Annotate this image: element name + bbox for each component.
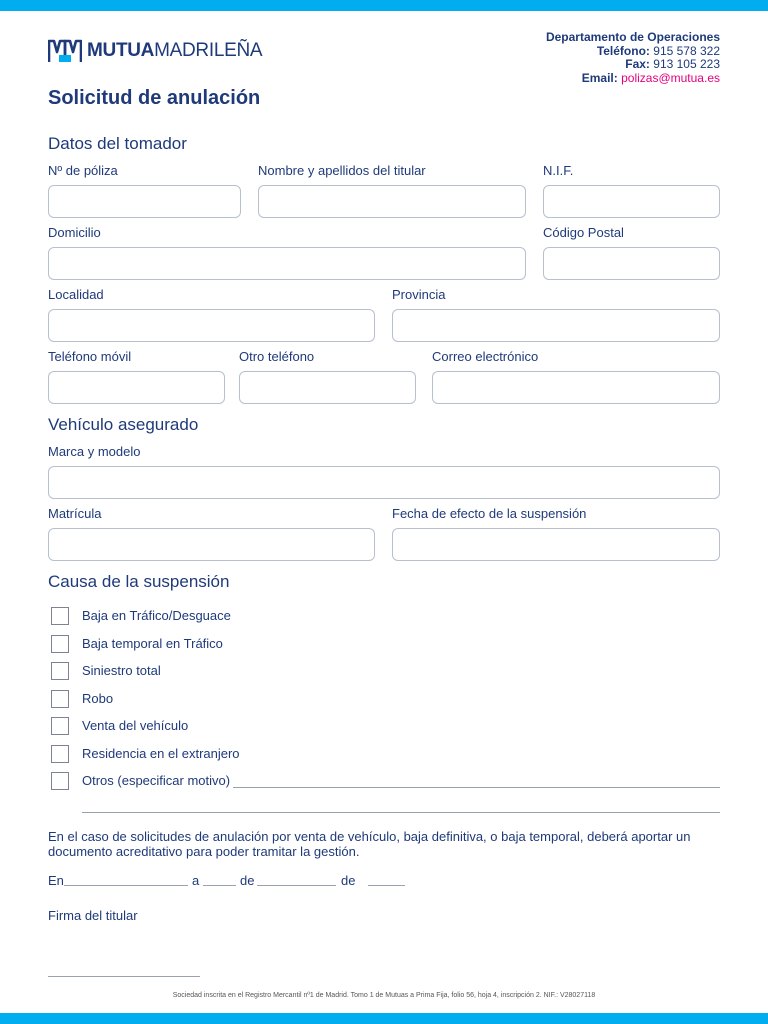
checkbox-label: Otros (especificar motivo): [82, 773, 231, 788]
checkbox-label: Venta del vehículo: [82, 718, 189, 733]
section-title-vehiculo: Vehículo asegurado: [48, 415, 199, 434]
label-codigo-postal: Código Postal: [543, 225, 624, 240]
date-year-line[interactable]: [368, 885, 405, 886]
codigo-postal-field[interactable]: [543, 247, 720, 280]
contact-block: [546, 31, 720, 85]
fecha-efecto-field[interactable]: [392, 528, 720, 561]
checkbox-siniestro-total[interactable]: [51, 662, 69, 680]
top-accent-bar: [0, 0, 768, 11]
checkbox-robo[interactable]: [51, 690, 69, 708]
brand-wordmark: MUTUAMADRILEÑA: [87, 40, 263, 61]
checkbox-baja-trafico[interactable]: [51, 607, 69, 625]
page-title: Solicitud de anulación: [48, 87, 261, 109]
date-day-line[interactable]: [203, 885, 236, 886]
otro-telefono-field[interactable]: [239, 371, 416, 404]
label-fecha-efecto: Fecha de efecto de la suspensión: [392, 506, 587, 521]
date-de-label-2: de: [341, 873, 356, 888]
checkbox-label: Robo: [82, 691, 114, 706]
label-poliza: Nº de póliza: [48, 163, 118, 178]
correo-field[interactable]: [432, 371, 720, 404]
department-name: Departamento de Operaciones: [545, 30, 720, 44]
date-month-line[interactable]: [257, 885, 336, 886]
checkbox-label: Siniestro total: [82, 663, 161, 678]
signature-line[interactable]: [48, 976, 200, 977]
label-nombre: Nombre y apellidos del titular: [258, 163, 426, 178]
date-a-label: a: [192, 873, 200, 888]
email-line: Email: polizas@mutua.es: [581, 70, 720, 85]
telefono-movil-field[interactable]: [48, 371, 225, 404]
marca-modelo-field[interactable]: [48, 466, 720, 499]
domicilio-field[interactable]: [48, 247, 526, 280]
bottom-accent-bar: [0, 1013, 768, 1024]
label-marca-modelo: Marca y modelo: [48, 444, 141, 459]
date-place-line[interactable]: [64, 885, 188, 886]
label-matricula: Matrícula: [48, 506, 102, 521]
signature-label: Firma del titular: [48, 908, 138, 923]
date-de-label-1: de: [240, 873, 255, 888]
email-link[interactable]: polizas@mutua.es: [621, 70, 720, 85]
section-title-tomador: Datos del tomador: [48, 134, 187, 153]
provincia-field[interactable]: [392, 309, 720, 342]
checkbox-residencia-extranjero[interactable]: [51, 745, 69, 763]
brand-logo: [48, 38, 262, 64]
legal-footer: Sociedad inscrita en el Registro Mercantil nº1 de Madrid. Tomo 1 de Mutuas a Prima Fija, folio 56, hoja 4, inscripción 2. NIF.: V28027118: [172, 992, 596, 999]
label-localidad: Localidad: [48, 287, 104, 302]
checkbox-label: Residencia en el extranjero: [82, 746, 240, 761]
checkbox-otros[interactable]: [51, 772, 69, 790]
label-correo: Correo electrónico: [432, 349, 539, 364]
date-en-label: En: [48, 873, 64, 888]
otros-motivo-line[interactable]: [233, 787, 720, 788]
matricula-field[interactable]: [48, 528, 375, 561]
localidad-field[interactable]: [48, 309, 375, 342]
mutua-logo-icon: [48, 38, 82, 64]
label-provincia: Provincia: [392, 287, 446, 302]
nif-field[interactable]: [543, 185, 720, 218]
poliza-field[interactable]: [48, 185, 241, 218]
phone-line: Teléfono: 915 578 322: [596, 43, 720, 58]
label-otro-telefono: Otro teléfono: [239, 349, 315, 364]
nombre-field[interactable]: [258, 185, 526, 218]
fax-line: Fax: 913 105 223: [625, 57, 720, 71]
otros-motivo-line-2[interactable]: [82, 812, 720, 813]
document-note: En el caso de solicitudes de anulación por venta de vehículo, baja definitiva, o baja temporal, deberá aportar un documento acreditativo para poder tramitar la gestión.: [48, 829, 691, 859]
label-domicilio: Domicilio: [48, 225, 101, 240]
section-title-causa: Causa de la suspensión: [48, 572, 230, 591]
checkbox-venta-vehiculo[interactable]: [51, 717, 69, 735]
label-telefono-movil: Teléfono móvil: [48, 349, 132, 364]
label-nif: N.I.F.: [543, 163, 574, 178]
checkbox-baja-temporal[interactable]: [51, 635, 69, 653]
checkbox-label: Baja en Tráfico/Desguace: [82, 608, 231, 623]
checkbox-label: Baja temporal en Tráfico: [82, 636, 223, 651]
